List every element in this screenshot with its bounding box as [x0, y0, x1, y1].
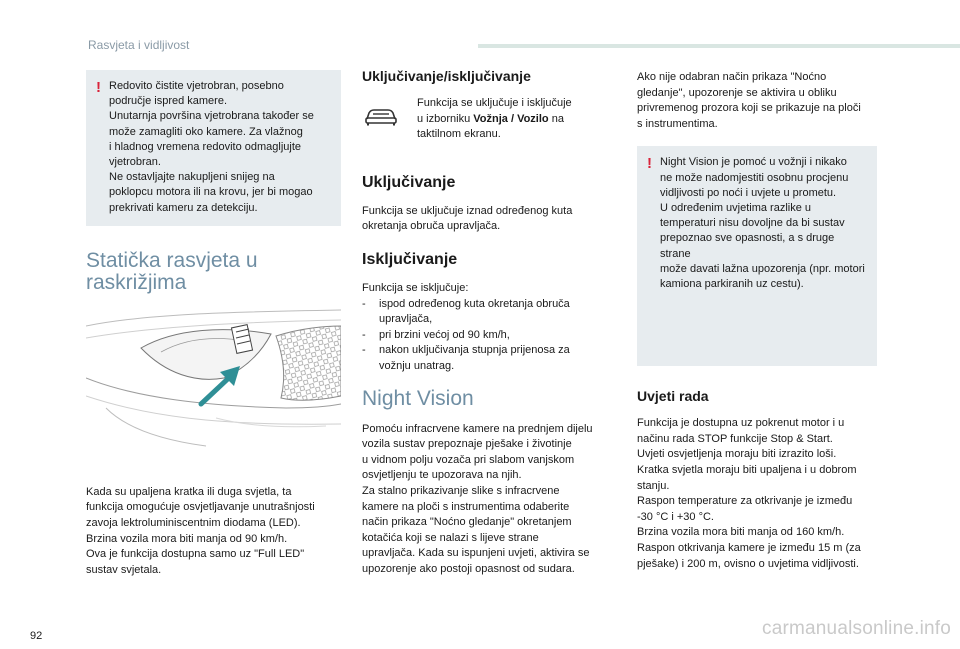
- warning-exclamation-icon: !: [96, 79, 101, 96]
- text-line: Ova je funkcija dostupna samo uz "Full LED": [86, 548, 305, 561]
- warning-line: Redovito čistite vjetrobran, posebno: [109, 80, 284, 92]
- warning-line: vidljivosti po noći i uvjete u prometu.: [660, 186, 837, 199]
- warning-line: Unutarnja površina vjetrobrana također se: [109, 110, 314, 123]
- car-icon: [364, 106, 398, 126]
- text-line: Uvjeti osvjetljenja moraju biti izrazito loši.: [637, 448, 837, 461]
- title-line: raskrižjima: [86, 270, 187, 294]
- text-line: Pomoću infracrvene kamere na prednjem dijelu: [362, 422, 593, 435]
- text-line: funkcija omogućuje osvjetljavanje unutrašnjosti: [86, 501, 315, 514]
- deactivation-title: Isključivanje: [362, 250, 458, 268]
- text-line: zavoja lektroluminiscentnim diodama (LED).: [86, 517, 301, 530]
- column-right: [637, 70, 879, 572]
- warning-line: temperaturi nisu dovoljne da bi sustav: [660, 217, 845, 230]
- text-line: način prikaza "Noćno gledanje" okretanjem: [362, 516, 572, 529]
- text-line: pješake) i 200 m, ovisno o uvjetima vidljivosti.: [637, 557, 859, 570]
- menu-path: Vožnja / Vozilo: [473, 112, 549, 125]
- warning-line: ne može nadomjestiti osobnu procjenu: [660, 171, 849, 184]
- text-segment: u izborniku: [417, 112, 474, 125]
- text-line: [417, 112, 620, 128]
- car-front-headlight-illustration: [86, 308, 341, 460]
- text-line: kamere na ploči s instrumentima odaberite: [362, 500, 570, 513]
- warning-line: područje ispred kamere.: [109, 95, 228, 108]
- text-line: s instrumentima.: [637, 117, 718, 130]
- text-line: Funkcija se uključuje i isključuje: [417, 97, 572, 109]
- section-title: Rasvjeta i vidljivost: [88, 38, 190, 52]
- warning-box-camera: [86, 70, 341, 226]
- warning-box-night-vision: [637, 146, 877, 366]
- text-line: - pri brzini većoj od 90 km/h,: [379, 328, 510, 341]
- text-line: - ispod određenog kuta okretanja obruča: [379, 297, 570, 310]
- text-line: sustav svjetala.: [86, 563, 162, 576]
- activation-description: [362, 204, 620, 235]
- page-number: 92: [30, 630, 43, 642]
- text-segment: na: [548, 112, 564, 125]
- column-middle: [362, 70, 620, 577]
- text-line: upravljača. Kada su ispunjeni uvjeti, aktivira se: [362, 547, 590, 560]
- text-line: Raspon temperature za otkrivanje je između: [637, 495, 853, 508]
- text-line: gledanje", upozorenje se aktivira u obliku: [637, 86, 837, 99]
- watermark: carmanualsonline.info: [762, 618, 952, 639]
- deactivation-intro: Funkcija se isključuje:: [362, 281, 469, 294]
- column-left: [86, 70, 341, 578]
- warning-line: prekrivati kameru za detekciju.: [109, 201, 258, 214]
- text-line: Brzina vozila mora biti manja od 160 km/h.: [637, 526, 845, 539]
- static-lighting-description: [86, 485, 341, 579]
- night-vision-intro: [637, 70, 879, 132]
- night-vision-description: [362, 422, 620, 578]
- text-line: upozorenje ako postoji opasnost od sudara.: [362, 562, 575, 575]
- warning-line: kamiona parkiranih uz cestu).: [660, 278, 804, 290]
- deactivation-list: [362, 297, 620, 375]
- text-line: privremenog prozora koji se prikazuje na ploči: [637, 102, 861, 115]
- text-line: vozila sustav prepoznaje pješake i životinje: [362, 438, 572, 451]
- activation-title: Uključivanje: [362, 173, 456, 191]
- list-item: [362, 297, 620, 328]
- warning-line: poklopcu motora ili na krovu, jer bi mogao: [109, 186, 313, 199]
- warning-line: i hladnog vremena redovito odmagljujte: [109, 140, 302, 153]
- text-line: kotačića koji se nalazi s lijeve strane: [362, 531, 539, 544]
- night-vision-title: Night Vision: [362, 386, 474, 410]
- text-line: Funkcija je dostupna uz pokrenut motor i u: [637, 417, 845, 430]
- onoff-title: Uključivanje/isključivanje: [362, 68, 531, 84]
- warning-line: Ne ostavljajte nakupljeni snijeg na: [109, 171, 275, 184]
- operating-conditions-title: Uvjeti rada: [637, 388, 709, 405]
- warning-line: vjetrobran.: [109, 156, 161, 169]
- text-line: Za stalno prikazivanje slike s infracrvene: [362, 484, 560, 497]
- text-line: u vidnom polju vozača pri slabom vanjskom: [362, 453, 575, 466]
- text-line: taktilnom ekranu.: [417, 128, 501, 141]
- text-line: okretanja obruča upravljača.: [362, 220, 501, 233]
- text-line: upravljača,: [379, 313, 433, 326]
- warning-exclamation-icon: !: [647, 155, 652, 173]
- warning-line: prepoznao sve opasnosti, a s druge strane: [660, 232, 835, 260]
- list-item: [362, 343, 620, 374]
- car-front-figure: [86, 308, 341, 465]
- text-line: stanju.: [637, 479, 670, 492]
- title-line: Statička rasvjeta u: [86, 248, 258, 272]
- warning-line: može davati lažna upozorenja (npr. motori: [660, 262, 865, 275]
- text-line: Brzina vozila mora biti manja od 90 km/h.: [86, 532, 288, 545]
- text-line: -30 °C i +30 °C.: [637, 510, 714, 523]
- header-bar: [478, 44, 960, 48]
- text-line: Funkcija se uključuje iznad određenog kuta: [362, 204, 573, 217]
- onoff-row: [362, 96, 620, 143]
- text-line: vožnju unatrag.: [379, 359, 455, 372]
- list-item: [362, 328, 620, 344]
- text-line: Kratka svjetla moraju biti upaljena i u dobrom: [637, 463, 857, 476]
- text-line: - nakon uključivanja stupnja prijenosa za: [379, 344, 570, 357]
- onoff-description: [417, 96, 620, 143]
- text-line: Raspon otkrivanja kamere je između 15 m (za: [637, 541, 861, 554]
- warning-line: U određenim uvjetima razlike u: [660, 201, 812, 214]
- static-lighting-title: [86, 250, 341, 294]
- warning-line: Night Vision je pomoć u vožnji i nikako: [660, 156, 847, 169]
- text-line: Ako nije odabran način prikaza "Noćno: [637, 71, 827, 83]
- text-line: Kada su upaljena kratka ili duga svjetla, ta: [86, 485, 292, 498]
- text-line: osvjetljenju te upozorava na njih.: [362, 469, 522, 482]
- operating-conditions-description: [637, 416, 879, 572]
- warning-line: može zamagliti oko kamere. Za vlažnog: [109, 125, 303, 138]
- text-line: načinu rada STOP funkcije Stop & Start.: [637, 432, 833, 445]
